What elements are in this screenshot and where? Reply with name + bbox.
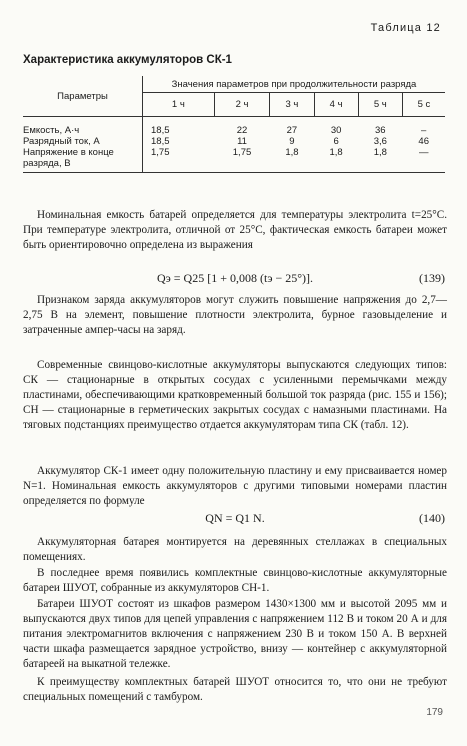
- table-number: Таблица 12: [370, 22, 441, 34]
- formula-139: [23, 271, 447, 289]
- paragraph: Аккумуляторная батарея монтируется на деревянных стеллажах в специальных помещениях.: [23, 536, 447, 563]
- table-cell: 36: [375, 125, 386, 136]
- table-cell: 1,8: [270, 147, 314, 173]
- paragraph: Батареи ШУОТ состоят из шкафов размером 1430×1300 мм и высотой 2095 мм и выпускаются двух типов для цепей управления с напряжением 112 В и током 20 А и для питания электромагнитов включения с напряжением 230 В и током 150 А. В верхней части шкафа размещается зарядное устройство, внизу — контейнер с аккумуляторной батареей на выкатной тележке.: [23, 598, 447, 670]
- formula-number: (140): [419, 511, 445, 525]
- formula-expression: QN = Q1 N.: [205, 511, 265, 525]
- table-cell: —: [402, 147, 445, 173]
- column-header: 3 ч: [270, 93, 314, 117]
- table-cell: 6: [333, 136, 339, 147]
- table-cell: 46: [418, 136, 429, 147]
- table-cell: 11: [237, 136, 247, 147]
- table-cell: –: [421, 125, 427, 136]
- specs-table: [23, 76, 445, 173]
- table-cell: 1,8: [358, 147, 402, 173]
- table-row: [23, 117, 445, 137]
- param-header: Параметры: [23, 76, 143, 117]
- group-header: Значения параметров при продолжительности разряда: [143, 76, 446, 93]
- formula-140: [23, 511, 447, 529]
- table-cell: 3,6: [373, 136, 387, 147]
- table-cell: 18,5: [151, 125, 170, 136]
- column-header: 4 ч: [314, 93, 358, 117]
- table-row: [23, 147, 445, 173]
- table-cell: 27: [286, 125, 298, 136]
- paragraph: К преимуществу комплектных батарей ШУОТ относится то, что они не требуют специальных помещений с тамбуром.: [23, 676, 447, 703]
- row-label: Разрядный ток, А: [23, 136, 143, 147]
- table-cell: 9: [289, 136, 295, 147]
- paragraph: Аккумулятор СК-1 имеет одну положительную пластину и ему присваивается номер N=1. Номинальная емкость аккумуляторов с другими типовыми номерами пластин определяется по формуле: [23, 465, 447, 507]
- page-number: 179: [426, 707, 443, 718]
- paragraph: В последнее время появились комплектные свинцово-кислотные аккумуляторные батареи ШУОТ, собранные из аккумуляторов СН-1.: [23, 567, 447, 594]
- formula-number: (139): [419, 271, 445, 285]
- column-header: 5 ч: [358, 93, 402, 117]
- row-label: Емкость, А·ч: [23, 117, 143, 137]
- table-title: Характеристика аккумуляторов СК-1: [23, 54, 232, 66]
- column-header: 5 с: [402, 93, 445, 117]
- table-cell: 30: [330, 125, 342, 136]
- paragraph: Номинальная емкость батарей определяется для температуры электролита t=25°С. При температуре электролита, отличной от 25°С, фактическая емкость батареи может быть ориентировочно определена из выражения: [23, 209, 447, 251]
- row-label: Напряжение в конце разряда, В: [23, 147, 143, 173]
- table-row: [23, 136, 445, 147]
- table-cell: 1,8: [314, 147, 358, 173]
- table-cell: 1,75: [143, 147, 215, 173]
- table-cell: 18,5: [151, 136, 170, 147]
- formula-expression: Qэ = Q25 [1 + 0,008 (tэ − 25°)].: [156, 271, 314, 285]
- paragraph: Признаком заряда аккумуляторов могут служить повышение напряжения до 2,7—2,75 В на элемент, повышение плотности электролита, бурное газовыделение и затраченные ампер-часы на заряд.: [23, 294, 447, 336]
- table-cell: 1,75: [214, 147, 270, 173]
- column-header: 1 ч: [143, 93, 215, 117]
- table-cell: 22: [236, 125, 248, 136]
- paragraph: Современные свинцово-кислотные аккумуляторы выпускаются следующих типов: СК — стационарные в открытых сосудах с усиленными перемычками между пластинами, обеспечивающими кратковременный большой ток разряда (рис. 155 и 156); СН — стационарные в герметических закрытых сосудах с намазными пластинами. На тяговых подстанциях преимущество отдается аккумуляторам типа СК (табл. 12).: [23, 359, 447, 431]
- column-header: 2 ч: [214, 93, 270, 117]
